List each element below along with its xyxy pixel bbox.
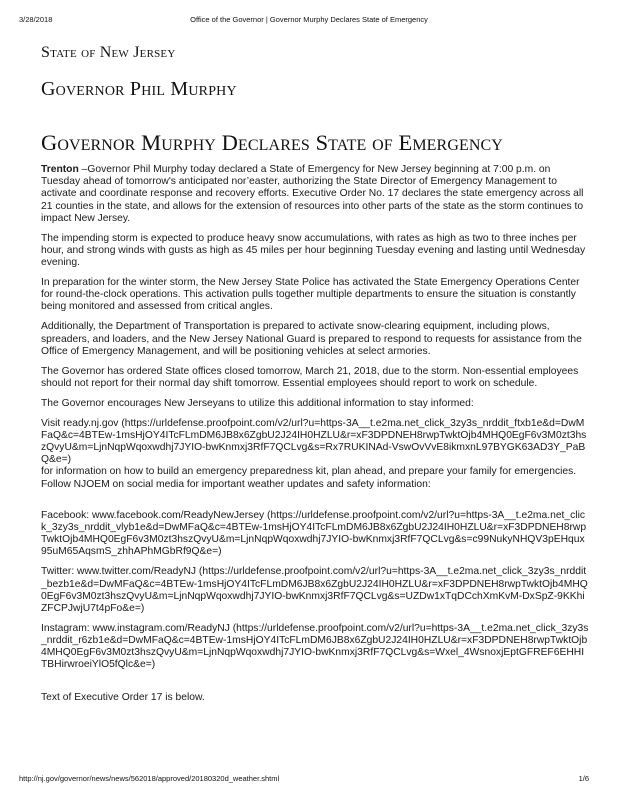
- paragraph-ready-nj: [41, 418, 589, 491]
- paragraph-storm-forecast: The impending storm is expected to produce heavy snow accumulations, with rates as high as two to three inches per hour, and strong winds with gusts as high as 45 miles per hour beginning Tuesday evening and lasting until Wednesday evening.: [41, 232, 586, 269]
- instagram-link[interactable]: Instagram: www.instagram.com/ReadyNJ (https://urldefense.proofpoint.com/v2/url?u=https-3A__t.e2ma.net_click_3zy3s_nrddit_r6zb1e&d=DwMFaQ&c=4BTEw-1msHjOY4ITcFLmDM6JB8x6ZgbU2J24IH0HZLU&r=xF3DPDNEH8rwpTwktOjb4MHQ0EgF6v3M0zt3hszQvyU&m=LjnNqpWqoxwdhj7JYIO-bwKnmxj3RfF7QCLvg&s=Wxel_4WsnoxjEptGFREF6EHHITBHirwroeiYlO5fQlc&e=): [41, 622, 589, 671]
- spacer: [41, 491, 589, 510]
- state-of-new-jersey-heading[interactable]: State of New Jersey: [41, 44, 176, 61]
- lead-text: –Governor Phil Murphy today declared a State of Emergency for New Jersey beginning at 7:00 p.m. on Tuesday ahead of tomorrow's anticipated nor’easter, authorizing the State Director of Emergency Management to activate and coordinate response and recovery efforts. Executive Order No. 17 declares the state emergency across all 21 counties in the state, and allows for the extension of resources into other parts of the state as the storm continues to impact New Jersey.: [41, 164, 584, 224]
- facebook-link[interactable]: Facebook: www.facebook.com/ReadyNewJersey (https://urldefense.proofpoint.com/v2/url?u=https-3A__t.e2ma.net_click_3zy3s_nrddit_vlyb1e&d=DwMFaQ&c=4BTEw-1msHjOY4ITcFLmDM6JB8x6ZgbU2J24IH0HZLU&r=xF3DPDNEH8rwpTwktOjb4MHQ0EgF6v3M0zt3hszQvyU&m=LjnNqpWqoxwdhj7JYIO-bwKnmxj3RfF7QCLvg&s=c99NukyNHQV3pEHqux95uM65AqsmS_zhhAPhMGbRf9Q&e=): [41, 509, 587, 558]
- paragraph-encourage: The Governor encourages New Jerseyans to utilize this additional information to stay informed:: [41, 397, 474, 409]
- paragraph-transportation: Additionally, the Department of Transportation is prepared to activate snow-clearing equipment, including plows, spreaders, and loaders, and the New Jersey National Guard is prepared to respond to requests for assistance from the Office of Emergency Management, and will be positioning vehicles at select armories.: [41, 321, 582, 357]
- paragraph-office-closure: The Governor has ordered State offices closed tomorrow, March 21, 2018, due to the storm. Non-essential employees should not report for their normal day shift tomorrow. Essential employees should report to work on schedule.: [41, 365, 579, 389]
- print-url: http://nj.gov/governor/news/news/562018/approved/20180320d_weather.shtml: [19, 774, 280, 783]
- print-date: 3/28/2018: [19, 15, 53, 24]
- spacer: [41, 679, 589, 692]
- twitter-link[interactable]: Twitter: www.twitter.com/ReadyNJ (https://urldefense.proofpoint.com/v2/url?u=https-3A__t.e2ma.net_click_3zy3s_nrddit_bezb1e&d=DwMFaQ&c=4BTEw-1msHjOY4ITcFLmDM6JB8x6ZgbU2J24IH0HZLU&r=xF3DPDNEH8rwpTwktOjb4MHQ0EgF6v3M0zt3hszQvyU&m=LjnNqpWqoxwdhj7JYIO-bwKnmxj3RfF7QCLvg&s=UZDw1xTqDCchXmKvM-DxSpZ-9KKhiZFCPJwjU7t4pFo&e=): [41, 566, 588, 614]
- paragraph-lead: [41, 164, 589, 225]
- ready-nj-description: for information on how to build an emergency preparedness kit, plan ahead, and prepare your family for emergencies. Follow NJOEM on social media for important weather updates and safety information:: [41, 466, 577, 490]
- print-page-number: 1/6: [578, 774, 589, 783]
- ready-nj-link[interactable]: Visit ready.nj.gov (https://urldefense.proofpoint.com/v2/url?u=https-3A__t.e2ma.net_click_3zy3s_nrddit_ftxb1e&d=DwMFaQ&c=4BTEw-1msHjOY4ITcFLmDM6JB8x6ZgbU2J24IH0HZLU&r=xF3DPDNEH8rwpTwktOjb4MHQ0EgF6v3M0zt3hszQvyU&m=LjnNqpWqoxwdhj7JYIO-bwKnmxj3RfF7QCLvg&s=Rx7RUKINAd-VswOvVvE8ikmxnL97BYGK63AD3Y_PaBQ&e=): [41, 417, 587, 466]
- article-body: [41, 164, 589, 712]
- executive-order-note: Text of Executive Order 17 is below.: [41, 692, 205, 704]
- print-page-title: Office of the Governor | Governor Murphy Declares State of Emergency: [190, 15, 428, 24]
- dateline: Trenton: [41, 164, 79, 175]
- paragraph-state-police: In preparation for the winter storm, the New Jersey State Police has activated the State Emergency Operations Center for round-the-clock operations. This activation pulls together multiple departments to ensure the situation is constantly being monitored and assessed from critical angles.: [41, 277, 580, 313]
- governor-heading[interactable]: Governor Phil Murphy: [41, 78, 237, 100]
- article-title: Governor Murphy Declares State of Emergency: [41, 130, 503, 155]
